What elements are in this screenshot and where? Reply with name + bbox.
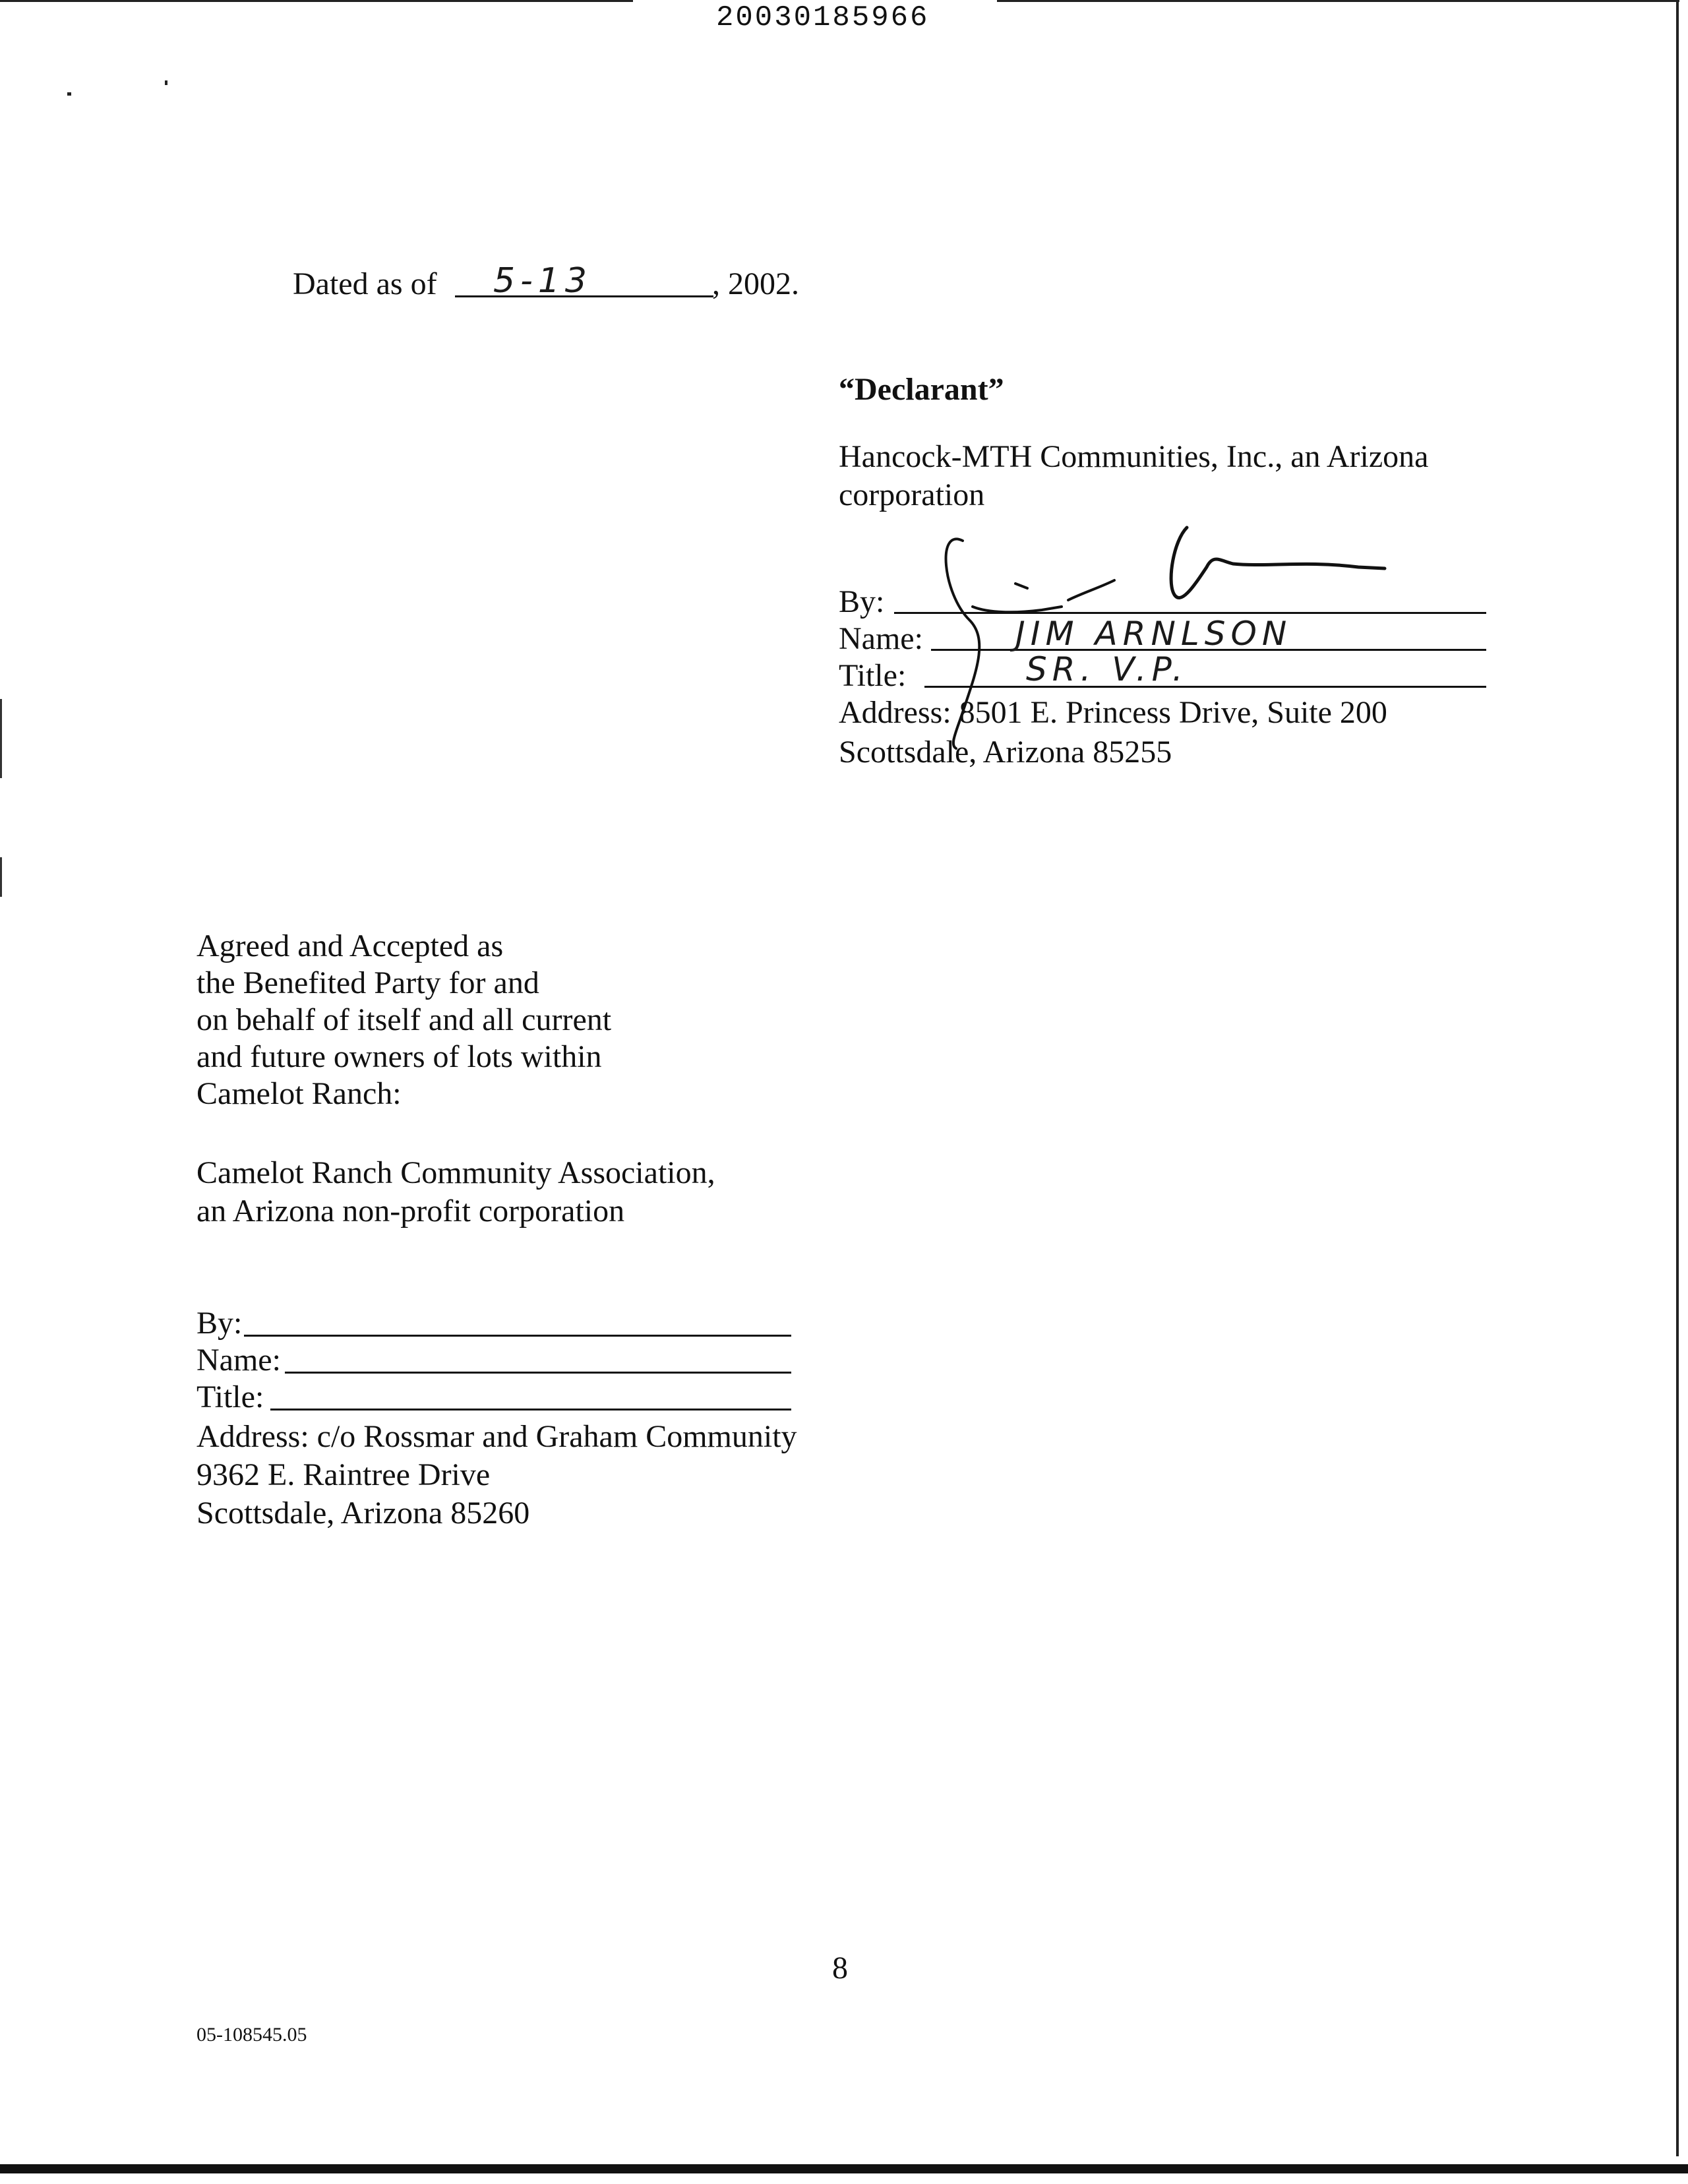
handwritten-date: 5-13 [493, 261, 593, 301]
dated-year: , 2002. [712, 266, 799, 301]
association-name-label: Name: [196, 1343, 281, 1378]
declarant-heading: “Declarant” [839, 372, 1004, 407]
association-by-line [244, 1335, 791, 1337]
declarant-title-label: Title: [839, 658, 907, 693]
association-address-line3: Scottsdale, Arizona 85260 [196, 1496, 530, 1531]
declarant-address-line2: Scottsdale, Arizona 85255 [839, 735, 1172, 770]
scan-edge-mark [0, 857, 2, 897]
acceptance-line-4: and future owners of lots within [196, 1039, 602, 1074]
association-line2: an Arizona non-profit corporation [196, 1194, 625, 1228]
declarant-by-label: By: [839, 584, 885, 619]
scan-border-top-left [0, 0, 633, 2]
declarant-company-line2: corporation [839, 477, 985, 512]
scan-edge-mark [0, 699, 2, 778]
handwritten-title: SR. V.P. [1026, 650, 1188, 688]
declarant-name-label: Name: [839, 621, 923, 656]
acceptance-line-2: the Benefited Party for and [196, 965, 539, 1000]
association-line1: Camelot Ranch Community Association, [196, 1155, 715, 1190]
document-code: 05-108545.05 [196, 2024, 307, 2046]
declarant-company-line1: Hancock-MTH Communities, Inc., an Arizona [839, 439, 1429, 474]
scan-speck [165, 80, 167, 85]
association-title-line [270, 1409, 791, 1410]
handwritten-name: JIM ARNLSON [1015, 615, 1292, 653]
association-name-line [285, 1372, 791, 1374]
document-number: 20030185966 [716, 1, 930, 34]
scan-border-right [1676, 0, 1679, 2156]
scan-speck [67, 92, 71, 96]
declarant-address-line1: Address: 8501 E. Princess Drive, Suite 200 [839, 695, 1387, 730]
acceptance-line-3: on behalf of itself and all current [196, 1002, 612, 1037]
acceptance-line-1: Agreed and Accepted as [196, 928, 504, 963]
association-title-label: Title: [196, 1380, 264, 1414]
acceptance-line-5: Camelot Ranch: [196, 1076, 402, 1111]
page-number: 8 [832, 1951, 848, 1986]
scan-border-top-right [997, 0, 1679, 2]
association-address-line1: Address: c/o Rossmar and Graham Community [196, 1419, 797, 1454]
association-by-label: By: [196, 1306, 243, 1341]
dated-label: Dated as of [293, 266, 437, 301]
association-address-line2: 9362 E. Raintree Drive [196, 1457, 491, 1492]
scan-border-bottom [0, 2164, 1688, 2173]
